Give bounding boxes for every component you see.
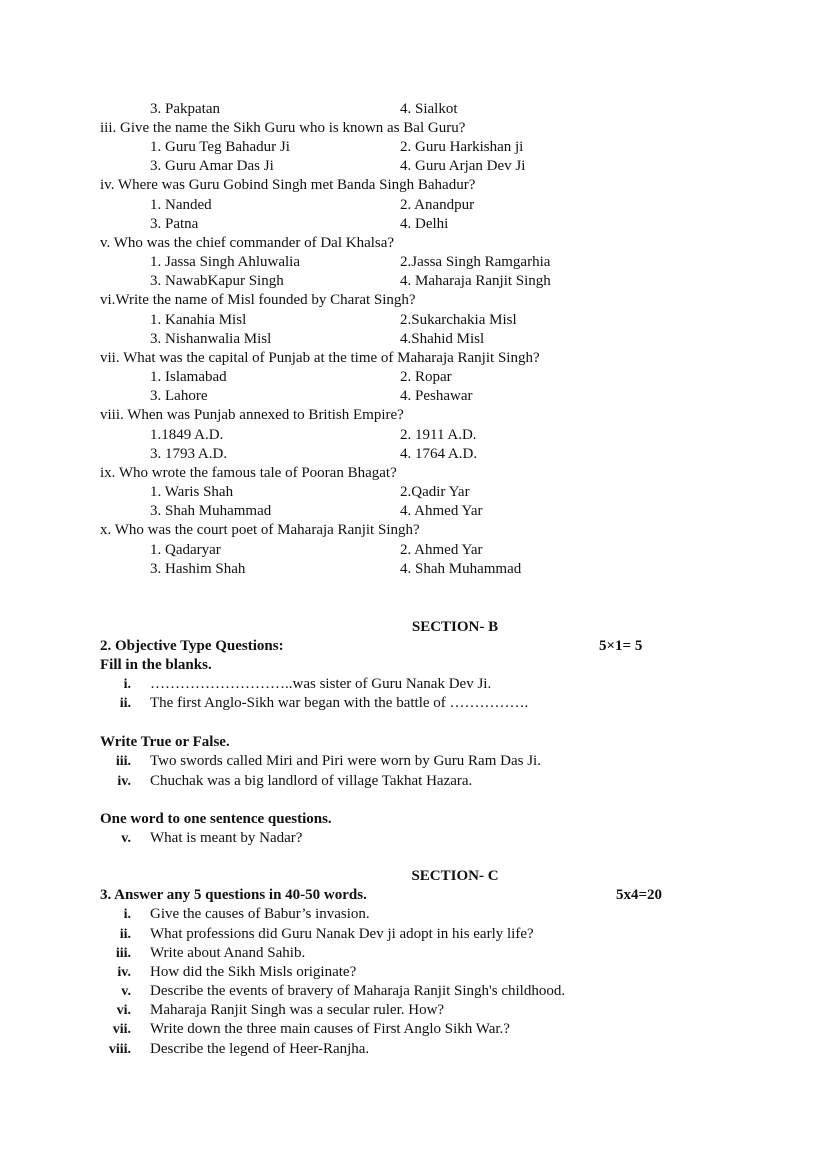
option-1: 1. Nanded: [150, 197, 212, 213]
item-text: Describe the legend of Heer-Ranjha.: [150, 1041, 370, 1057]
true-false-heading: Write True or False.: [100, 734, 230, 750]
option-2: 2. Guru Harkishan ji: [400, 139, 524, 155]
option-2: 2.Jassa Singh Ramgarhia: [400, 254, 551, 270]
item-text: Chuchak was a big landlord of village Takhat Hazara.: [150, 773, 473, 789]
option-2: 2. Anandpur: [400, 197, 475, 213]
item-number: iv.: [117, 965, 131, 980]
question-iii: iii. Give the name the Sikh Guru who is known as Bal Guru?: [100, 120, 466, 136]
option-4: 4.Shahid Misl: [400, 331, 485, 347]
option-2: 2. Ropar: [400, 369, 452, 385]
item-text: The first Anglo-Sikh war began with the battle of …………….: [150, 695, 529, 711]
option-3: 3. Shah Muhammad: [150, 503, 272, 519]
option-1: 1. Guru Teg Bahadur Ji: [150, 139, 290, 155]
item-number: i.: [123, 677, 131, 692]
option-2: 2.Sukarchakia Misl: [400, 312, 517, 328]
option-1: 1.1849 A.D.: [150, 427, 224, 443]
item-text: How did the Sikh Misls originate?: [150, 964, 357, 980]
question-3-title: 3. Answer any 5 questions in 40-50 words.: [100, 887, 367, 903]
item-number: vii.: [112, 1022, 131, 1037]
fill-blanks-heading: Fill in the blanks.: [100, 657, 212, 673]
question-v: v. Who was the chief commander of Dal Khalsa?: [100, 235, 395, 251]
option-1: 1. Islamabad: [150, 369, 227, 385]
option-1: 1. Qadaryar: [150, 542, 221, 558]
option-4: 4. Delhi: [400, 216, 449, 232]
option-1: 1. Jassa Singh Ahluwalia: [150, 254, 300, 270]
option-3: 3. 1793 A.D.: [150, 446, 228, 462]
question-2-marks: 5×1= 5: [599, 638, 643, 654]
option-4: 4. Ahmed Yar: [400, 503, 483, 519]
one-word-heading: One word to one sentence questions.: [100, 811, 332, 827]
question-vi: vi.Write the name of Misl founded by Charat Singh?: [100, 292, 416, 308]
option-3: 3. Pakpatan: [150, 101, 220, 117]
option-4: 4. Guru Arjan Dev Ji: [400, 158, 526, 174]
option-4: 4. Sialkot: [400, 101, 458, 117]
option-4: 4. 1764 A.D.: [400, 446, 478, 462]
item-number: iv.: [117, 774, 131, 789]
option-3: 3. Lahore: [150, 388, 208, 404]
item-number: iii.: [115, 946, 131, 961]
option-2: 2. Ahmed Yar: [400, 542, 483, 558]
item-text: Maharaja Ranjit Singh was a secular ruler. How?: [150, 1002, 445, 1018]
option-1: 1. Waris Shah: [150, 484, 234, 500]
item-text: Two swords called Miri and Piri were worn by Guru Ram Das Ji.: [150, 753, 541, 769]
item-text: Describe the events of bravery of Maharaja Ranjit Singh's childhood.: [150, 983, 566, 999]
question-viii: viii. When was Punjab annexed to British Empire?: [100, 407, 404, 423]
option-3: 3. NawabKapur Singh: [150, 273, 284, 289]
item-text: What professions did Guru Nanak Dev ji adopt in his early life?: [150, 926, 534, 942]
question-iv: iv. Where was Guru Gobind Singh met Banda Singh Bahadur?: [100, 177, 476, 193]
item-number: v.: [121, 831, 131, 846]
item-text: What is meant by Nadar?: [150, 830, 303, 846]
question-x: x. Who was the court poet of Maharaja Ranjit Singh?: [100, 522, 420, 538]
option-2: 2. 1911 A.D.: [400, 427, 477, 443]
item-number: iii.: [115, 754, 131, 769]
question-3-marks: 5x4=20: [616, 887, 663, 903]
option-4: 4. Peshawar: [400, 388, 473, 404]
item-text: ………………………..was sister of Guru Nanak Dev Ji.: [150, 676, 492, 692]
option-3: 3. Guru Amar Das Ji: [150, 158, 274, 174]
option-3: 3. Patna: [150, 216, 199, 232]
question-ix: ix. Who wrote the famous tale of Pooran Bhagat?: [100, 465, 397, 481]
question-2-title: 2. Objective Type Questions:: [100, 638, 284, 654]
item-text: Write about Anand Sahib.: [150, 945, 306, 961]
item-number: i.: [123, 907, 131, 922]
item-number: ii.: [119, 927, 131, 942]
option-4: 4. Shah Muhammad: [400, 561, 522, 577]
section-b-heading: SECTION- B: [411, 619, 499, 635]
item-number: vi.: [116, 1003, 131, 1018]
section-c-heading: SECTION- C: [411, 868, 499, 884]
option-2: 2.Qadir Yar: [400, 484, 470, 500]
option-1: 1. Kanahia Misl: [150, 312, 247, 328]
item-number: viii.: [108, 1042, 131, 1057]
option-3: 3. Nishanwalia Misl: [150, 331, 272, 347]
option-4: 4. Maharaja Ranjit Singh: [400, 273, 551, 289]
item-text: Give the causes of Babur’s invasion.: [150, 906, 370, 922]
question-vii: vii. What was the capital of Punjab at the time of Maharaja Ranjit Singh?: [100, 350, 540, 366]
item-text: Write down the three main causes of First Anglo Sikh War.?: [150, 1021, 510, 1037]
option-3: 3. Hashim Shah: [150, 561, 246, 577]
item-number: ii.: [119, 696, 131, 711]
item-number: v.: [121, 984, 131, 999]
